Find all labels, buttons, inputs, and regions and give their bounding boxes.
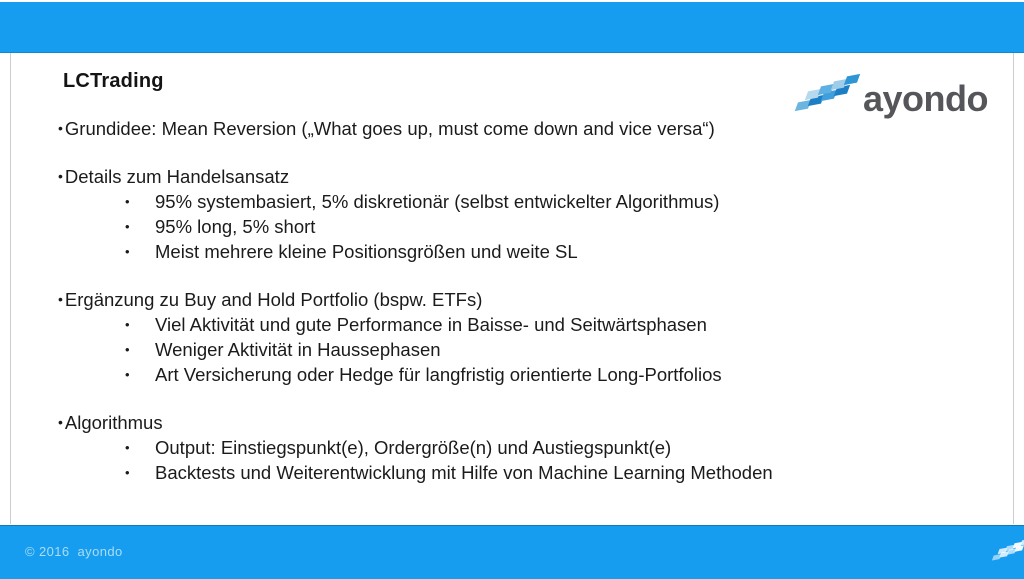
sub-bullet-item [58,337,968,362]
sub-bullet-item [58,435,968,460]
item-text: 95% long, 5% short [155,216,316,237]
sub-bullet-icon: • [125,317,130,332]
sub-bullet-icon: • [125,440,130,455]
heading-text: Ergänzung zu Buy and Hold Portfolio (bspw. ETFs) [64,289,483,310]
item-text: Meist mehrere kleine Positionsgrößen und weite SL [155,241,578,262]
ayondo-tiles-icon [795,74,863,116]
slide-right-edge [1013,53,1014,524]
sub-bullet-icon: • [125,219,130,234]
item-text: Art Versicherung oder Hedge für langfristig orientierte Long-Portfolios [155,364,722,385]
sub-bullet-item [58,312,968,337]
bullet-heading [58,116,968,141]
bullet-heading [58,164,968,189]
sub-bullet-item [58,362,968,387]
bullet-heading [58,287,968,312]
bullet-icon: • [58,168,63,184]
ayondo-logo [795,74,988,119]
ayondo-logo-text: ayondo [862,78,988,119]
footer-ayondo-tiles-icon [992,539,1014,553]
item-text: Viel Aktivität und gute Performance in Baisse- und Seitwärtsphasen [155,314,707,335]
item-text: Weniger Aktivität in Haussephasen [155,339,441,360]
bullet-heading [58,410,968,435]
bullet-icon: • [58,291,63,307]
section-details [58,164,968,264]
footer-logo-tile [1020,539,1024,546]
item-text: Backtests und Weiterentwicklung mit Hilfe von Machine Learning Methoden [155,462,773,483]
item-text: 95% systembasiert, 5% diskretionär (selbst entwickelter Algorithmus) [155,191,720,212]
sub-bullet-item [58,214,968,239]
slide-left-edge [10,53,11,524]
section-ergaenzung [58,287,968,387]
heading-text: Details zum Handelsansatz [64,166,290,187]
bullet-icon: • [58,414,63,430]
section-grundidee [58,116,968,141]
sub-bullet-icon: • [125,194,130,209]
sub-bullet-item [58,189,968,214]
copyright-text: © 2016 ayondo [25,544,123,559]
sub-bullet-item [58,239,968,264]
sub-bullet-icon: • [125,244,130,259]
sub-bullet-icon: • [125,465,130,480]
heading-text: Algorithmus [64,412,163,433]
logo-tile [844,74,860,85]
item-text: Output: Einstiegspunkt(e), Ordergröße(n) und Austiegspunkt(e) [155,437,672,458]
slide-title: LCTrading [63,70,164,92]
footer-bar [0,525,1024,579]
slide-body [58,116,968,508]
sub-bullet-item [58,460,968,485]
heading-text: Grundidee: Mean Reversion („What goes up, must come down and vice versa“) [64,118,715,139]
sub-bullet-icon: • [125,367,130,382]
top-accent-bar [0,2,1024,53]
bullet-icon: • [58,120,63,136]
sub-bullet-icon: • [125,342,130,357]
section-algorithmus [58,410,968,485]
